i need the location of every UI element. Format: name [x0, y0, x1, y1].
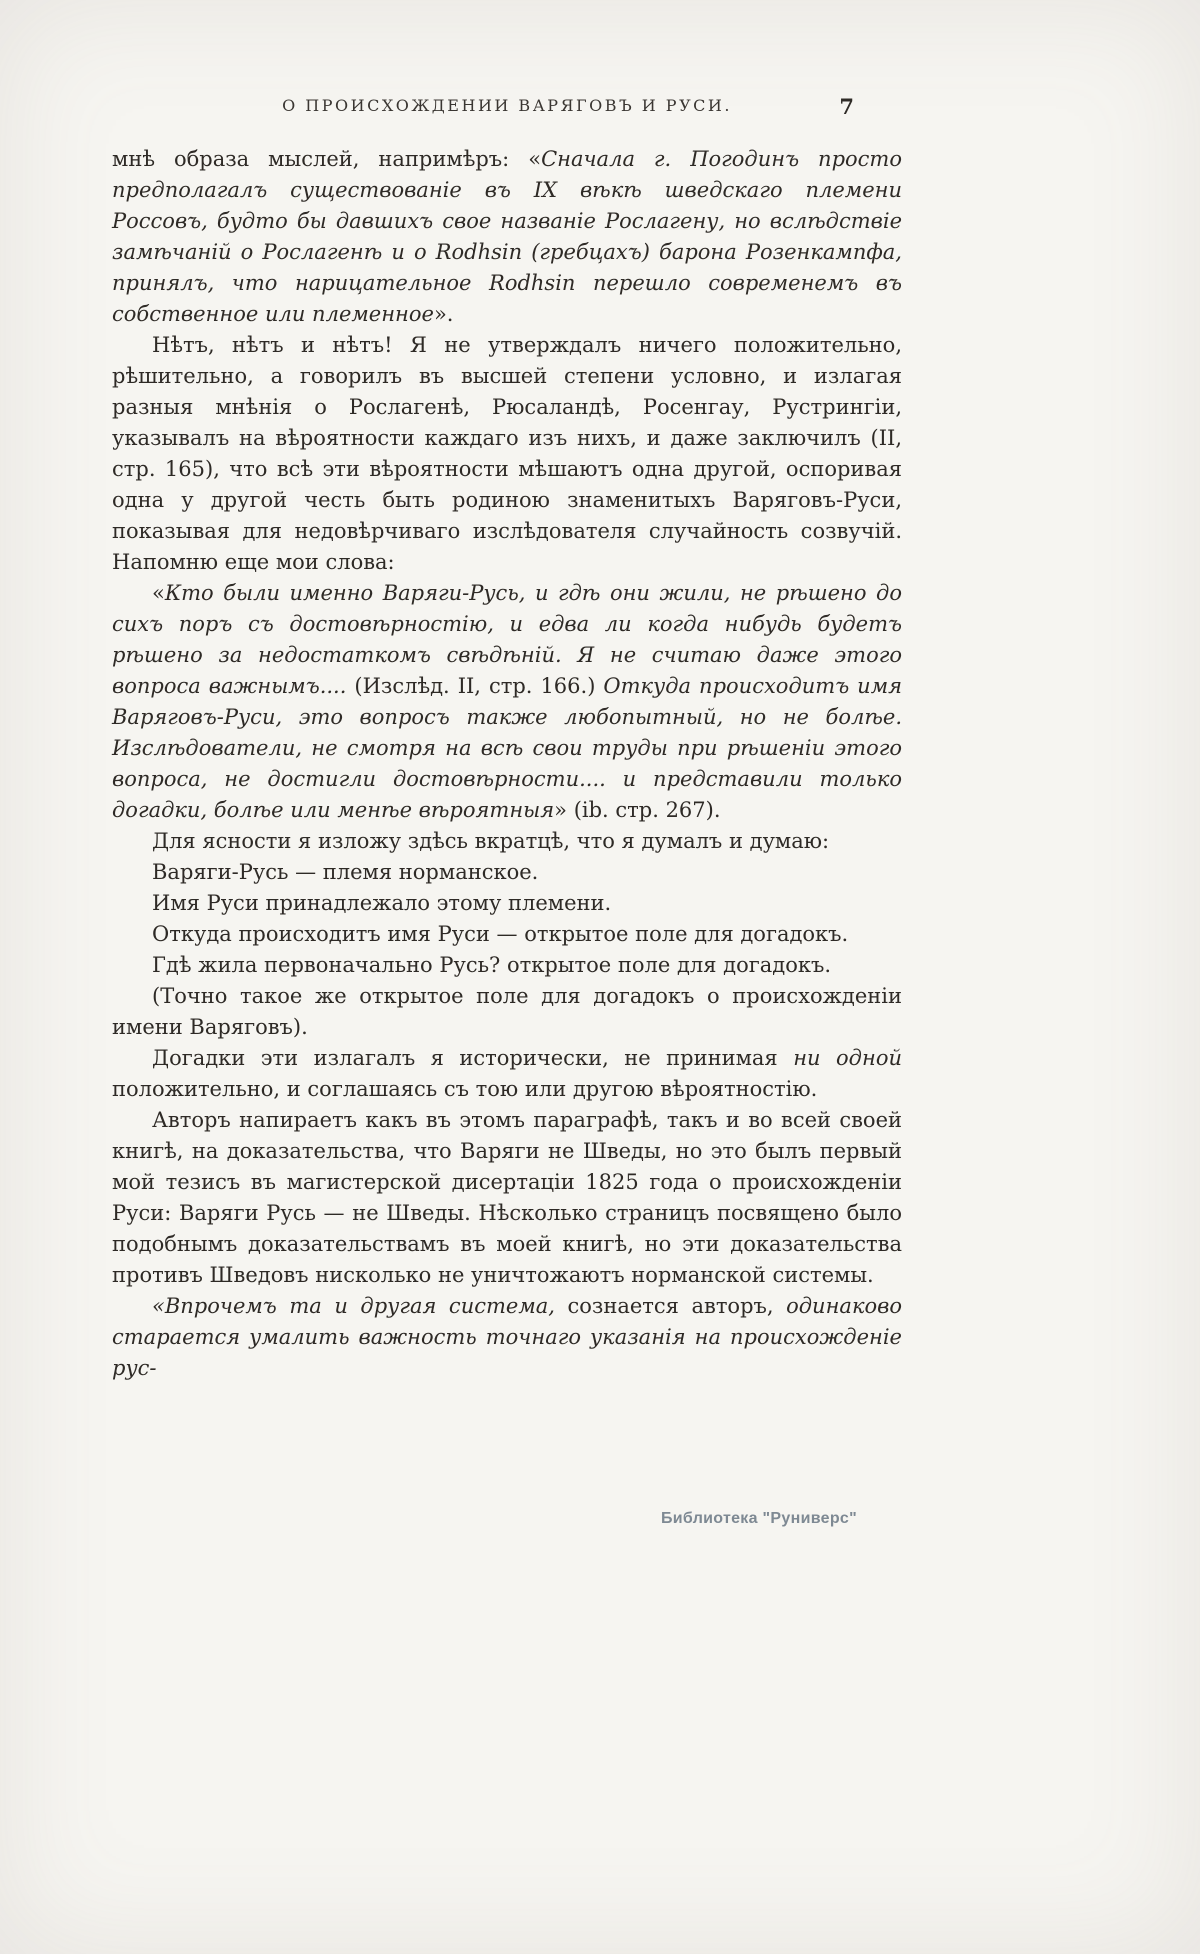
text-run: мнѣ образа мыслей, напримѣръ: «: [112, 147, 542, 171]
paragraph: [112, 857, 902, 888]
text-run: «Впрочемъ та и другая система,: [152, 1294, 555, 1318]
page-number: 7: [839, 94, 854, 119]
text-run: «: [152, 581, 165, 605]
paragraph: [112, 981, 902, 1043]
text-run: Нѣтъ, нѣтъ и нѣтъ! Я не утверждалъ ничего положительно, рѣшительно, а говорилъ въ высшей степени условно, и излагая разныя мнѣнія о Рослагенѣ, Рюсаландѣ, Росенгау, Рустрингіи, указывалъ на вѣроятности каждаго изъ нихъ, и даже заключилъ (II, стр. 165), что всѣ эти вѣроятности мѣшаютъ одна другой, оспоривая одна у другой честь быть родиною знаменитыхъ Варяговъ-Руси, показывая для недовѣрчиваго изслѣдователя случайность созвучій. Напомню еще мои слова:: [112, 333, 902, 574]
paragraph: [112, 919, 902, 950]
paragraph: [112, 330, 902, 578]
text-run: сознается авторъ,: [554, 1294, 787, 1318]
text-run: Сначала г. Погодинъ просто предполагалъ существованіе въ IX вѣкѣ шведскаго племени Россовъ, будто бы давшихъ свое названіе Рослагену, но вслѣдствіе замѣчаній о Рослагенѣ и о Rodhsin (гребцахъ) барона Розенкампфа, принялъ, что нарицательное Rodhsin перешло современемъ въ собственное или племенное: [112, 147, 902, 326]
text-run: Откуда происходитъ имя Руси — открытое поле для догадокъ.: [152, 922, 849, 946]
text-run: Для ясности я изложу здѣсь вкратцѣ, что я думалъ и думаю:: [152, 829, 830, 853]
paragraph: [112, 826, 902, 857]
running-header: [112, 96, 902, 130]
paragraph: [112, 578, 902, 826]
text-run: ».: [433, 302, 454, 326]
paragraph: [112, 1105, 902, 1291]
page-body: [112, 144, 902, 1384]
text-run: Откуда происходитъ имя Варяговъ-Руси, это вопросъ также любопытный, но не болѣе. Изслѣдователи, не смотря на всѣ свои труды при рѣшеніи этого вопроса, не достигли достовѣрности.... и представили только догадки, болѣе или менѣе вѣроятныя: [112, 674, 903, 822]
text-run: одинаково старается умалить важность точнаго указанія на происхожденіе рус-: [112, 1294, 902, 1380]
text-run: » (ib. стр. 267).: [554, 798, 721, 822]
library-watermark: Библиотека "Руниверс": [660, 1510, 857, 1527]
running-title: О ПРОИСХОЖДЕНИИ ВАРЯГОВЪ И РУСИ.: [282, 96, 732, 115]
text-run: ни одной: [793, 1046, 902, 1070]
text-run: (Точно такое же открытое поле для догадокъ о происхожденіи имени Варяговъ).: [112, 984, 902, 1039]
text-run: Авторъ напираетъ какъ въ этомъ параграфѣ, такъ и во всей своей книгѣ, на доказательства, что Варяги не Шведы, но это былъ первый мой тезисъ въ магистерской дисертаціи 1825 года о происхожденіи Руси: Варяги Русь — не Шведы. Нѣсколько страницъ посвящено было подобнымъ доказательствамъ въ моей книгѣ, но эти доказательства противъ Шведовъ нисколько не уничтожаютъ норманской системы.: [112, 1108, 902, 1287]
text-run: (Изслѣд. II, стр. 166.): [346, 674, 604, 698]
paragraph: [112, 888, 902, 919]
text-run: Гдѣ жила первоначально Русь? открытое поле для догадокъ.: [152, 953, 831, 977]
text-run: Варяги-Русь — племя норманское.: [152, 860, 539, 884]
paragraph: [112, 1291, 902, 1384]
text-run: Кто были именно Варяги-Русь, и гдѣ они жили, не рѣшено до сихъ поръ съ достовѣрностію, и едва ли когда нибудь будетъ рѣшено за недостаткомъ свѣдѣній. Я не считаю даже этого вопроса важнымъ....: [112, 581, 902, 698]
paragraph: [112, 144, 902, 330]
content-column: [112, 96, 902, 1384]
text-run: Догадки эти излагалъ я исторически, не принимая: [152, 1046, 794, 1070]
paragraph: [112, 1043, 902, 1105]
text-run: Имя Руси принадлежало этому племени.: [152, 891, 612, 915]
paragraph: [112, 950, 902, 981]
text-run: положительно, и соглашаясь съ тою или другою вѣроятностію.: [112, 1077, 818, 1101]
